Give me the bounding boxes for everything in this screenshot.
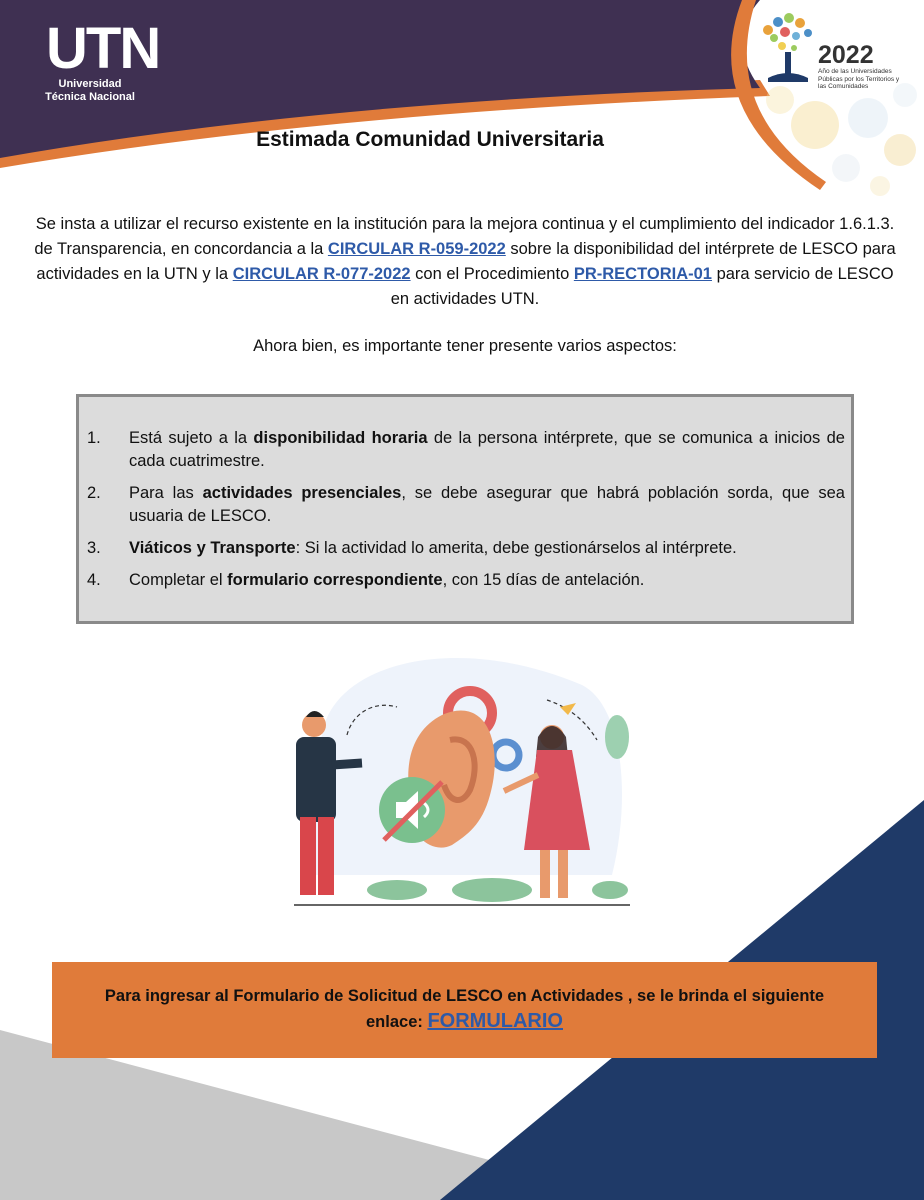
intro-text-4: para servicio de LESCO en actividades UTN. [390,265,894,308]
anniversary-badge [818,42,906,91]
formulario-link[interactable]: FORMULARIO [427,1010,563,1032]
intro-text-2: sobre la disponibilidad del intérprete de LESCO para actividades en la UTN y la [36,240,896,283]
utn-logo-subtitle-2: Técnica Nacional [45,91,135,103]
cta-text-line-2 [52,1008,877,1035]
utn-logo-mark: UTN [46,16,160,81]
aspect-item: 1. Está sujeto a la disponibilidad horaria de la persona intérprete, que se comunica a inicios de cada cuatrimestre. [87,429,845,470]
utn-logo-subtitle-1: Universidad [58,78,122,90]
aspect-item: 4. Completar el formulario correspondiente, con 15 días de antelación. [87,571,645,589]
aspects-box [76,394,854,624]
badge-caption: Año de las Universidades Públicas por los Territorios y las Comunidades [818,68,900,90]
intro-text-1: Se insta a utilizar el recurso existente en la institución para la mejora continua y el cumplimiento del indicador 1.6.1.3. de Transparencia, en concordancia a la [34,215,895,258]
pr-rectoria-01-link[interactable]: PR-RECTORIA-01 [573,265,712,283]
intro-paragraph [30,212,900,312]
intro-text-3: con el Procedimiento [410,265,574,283]
aspect-item: 3. Viáticos y Transporte: Si la actividad lo amerita, debe gestionárselos al intérprete. [87,539,737,557]
utn-logo [45,16,160,104]
universities-tree-icon [758,8,818,88]
cta-prefix: enlace: [366,1013,428,1031]
circular-r-059-2022-link[interactable]: CIRCULAR R-059-2022 [327,240,506,258]
circular-r-077-2022-link[interactable]: CIRCULAR R-077-2022 [232,265,411,283]
page-title: Estimada Comunidad Universitaria [256,128,604,151]
form-cta-box [52,962,877,1058]
aspect-item: 2. Para las actividades presenciales, se debe asegurar que habrá población sorda, que sea usuaria de LESCO. [87,484,845,525]
aspects-lead: Ahora bien, es importante tener presente varios aspectos: [253,337,677,355]
cta-text-line-1: Para ingresar al Formulario de Solicitud de LESCO en Actividades , se le brinda el siguiente [104,987,825,1005]
hearing-illustration [294,658,630,905]
aspects-list [79,397,851,592]
badge-year: 2022 [818,41,874,69]
